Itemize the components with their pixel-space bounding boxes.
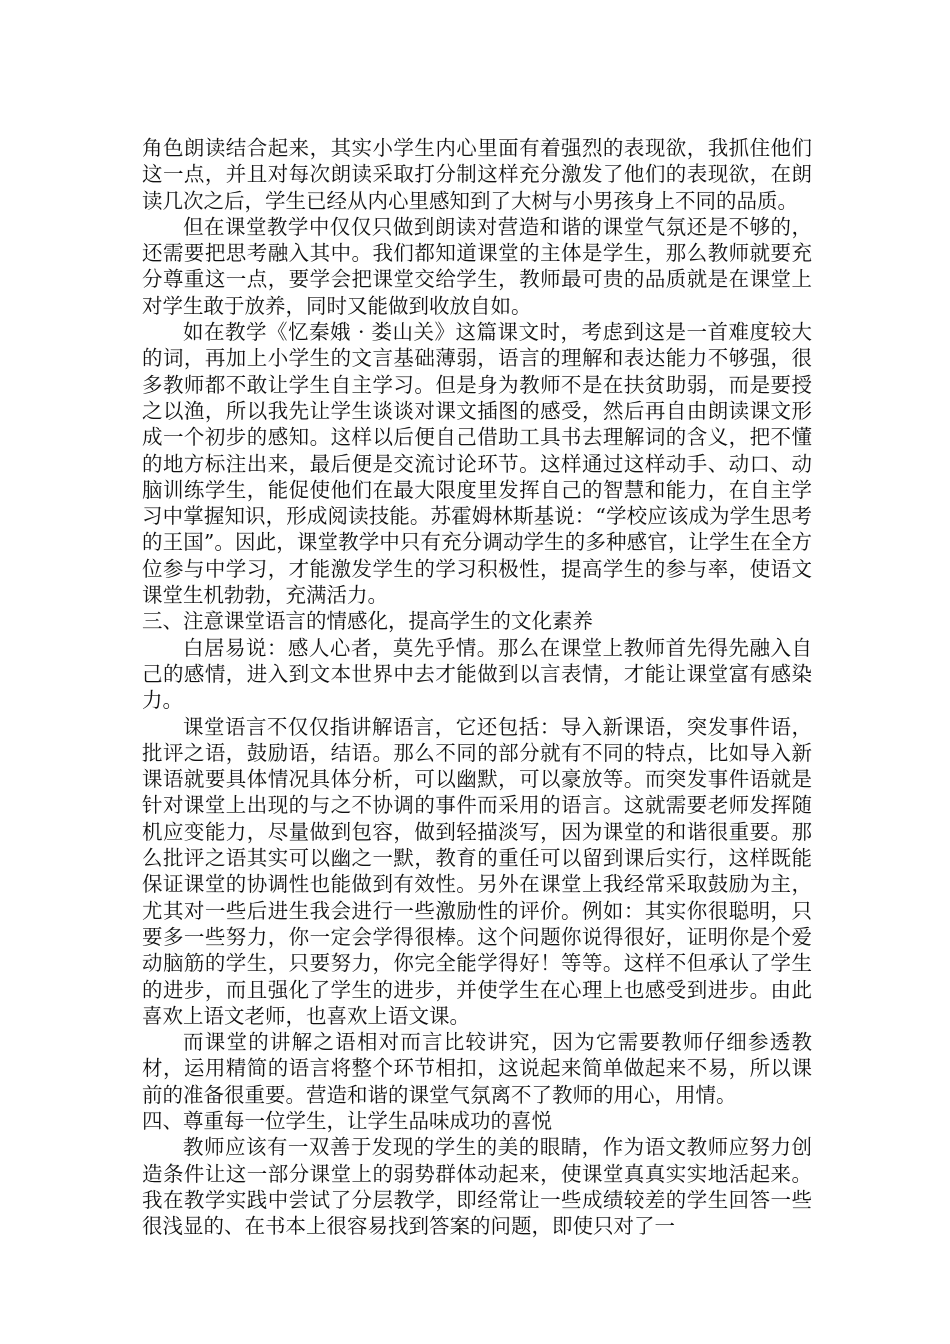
paragraph-5: 课堂语言不仅仅指讲解语言，它还包括：导入新课语，突发事件语，批评之语，鼓励语，结语。那么不同的部分就有不同的特点，比如导入新课语就要具体情况具体分析，可以幽默，可以豪放等。而突发事件语就是针对课堂上出现的与之不协调的事件而采用的语言。这就需要老师发挥随机应变能力，尽量做到包容，做到轻描淡写，因为课堂的和谐很重要。那么批评之语其实可以幽之一默，教育的重任可以留到课后实行，这样既能保证课堂的协调性也能做到有效性。另外在课堂上我经常采取鼓励为主，尤其对一些后进生我会进行一些激励性的评价。例如：其实你很聪明，只要多一些努力，你一定会学得很棒。这个问题你说得很好，证明你是个爱动脑筋的学生，只要努力，你完全能学得好！等等。这样不但承认了学生的进步，而且强化了学生的进步，并使学生在心理上也感受到进步。由此喜欢上语文老师，也喜欢上语文课。 <box>142 714 812 1028</box>
section-heading-3: 三、注意课堂语言的情感化，提高学生的文化素养 <box>142 609 593 634</box>
paragraph-4: 白居易说：感人心者，莫先乎情。那么在课堂上教师首先得先融入自己的感情，进入到文本世界中去才能做到以言表情，才能让课堂富有感染力。 <box>142 635 812 713</box>
paragraph-6: 而课堂的讲解之语相对而言比较讲究，因为它需要教师仔细参透教材，运用精简的语言将整个环节相扣，这说起来简单做起来不易，所以课前的准备很重要。营造和谐的课堂气氛离不了教师的用心，用情。 <box>142 1030 812 1107</box>
paragraph-7: 教师应该有一双善于发现的学生的美的眼睛，作为语文教师应努力创造条件让这一部分课堂上的弱势群体动起来，使课堂真真实实地活起来。我在教学实践中尝试了分层教学，即经常让一些成绩较差的学生回答一些很浅显的、在书本上很容易找到答案的问题，即使只对了一 <box>142 1135 812 1239</box>
paragraph-1: 角色朗读结合起来，其实小学生内心里面有着强烈的表现欲，我抓住他们这一点，并且对每次朗读采取打分制这样充分激发了他们的表现欲，在朗读几次之后，学生已经从内心里感知到了大树与小男孩身上不同的品质。 <box>142 136 812 213</box>
document-page <box>142 135 812 1239</box>
section-heading-4: 四、尊重每一位学生，让学生品味成功的喜悦 <box>142 1108 552 1133</box>
paragraph-3: 如在教学《忆秦娥 · 娄山关》这篇课文时，考虑到这是一首难度较大的词，再加上小学生的文言基础薄弱，语言的理解和表达能力不够强，很多教师都不敢让学生自主学习。但是身为教师不是在扶贫助弱，而是要授之以渔，所以我先让学生谈谈对课文插图的感受，然后再自由朗读课文形成一个初步的感知。这样以后便自己借助工具书去理解词的含义，把不懂的地方标注出来，最后便是交流讨论环节。这样通过这样动手、动口、动脑训练学生，能促使他们在最大限度里发挥自己的智慧和能力，在自主学习中掌握知识，形成阅读技能。苏霍姆林斯基说：“学校应该成为学生思考的王国”。因此，课堂教学中只有充分调动学生的多种感官，让学生在全方位参与中学习，才能激发学生的学习积极性，提高学生的参与率，使语文课堂生机勃勃，充满活力。 <box>142 320 812 608</box>
paragraph-2: 但在课堂教学中仅仅只做到朗读对营造和谐的课堂气氛还是不够的，还需要把思考融入其中。我们都知道课堂的主体是学生，那么教师就要充分尊重这一点，要学会把课堂交给学生，教师最可贵的品质就是在课堂上对学生敢于放养，同时又能做到收放自如。 <box>142 214 812 318</box>
